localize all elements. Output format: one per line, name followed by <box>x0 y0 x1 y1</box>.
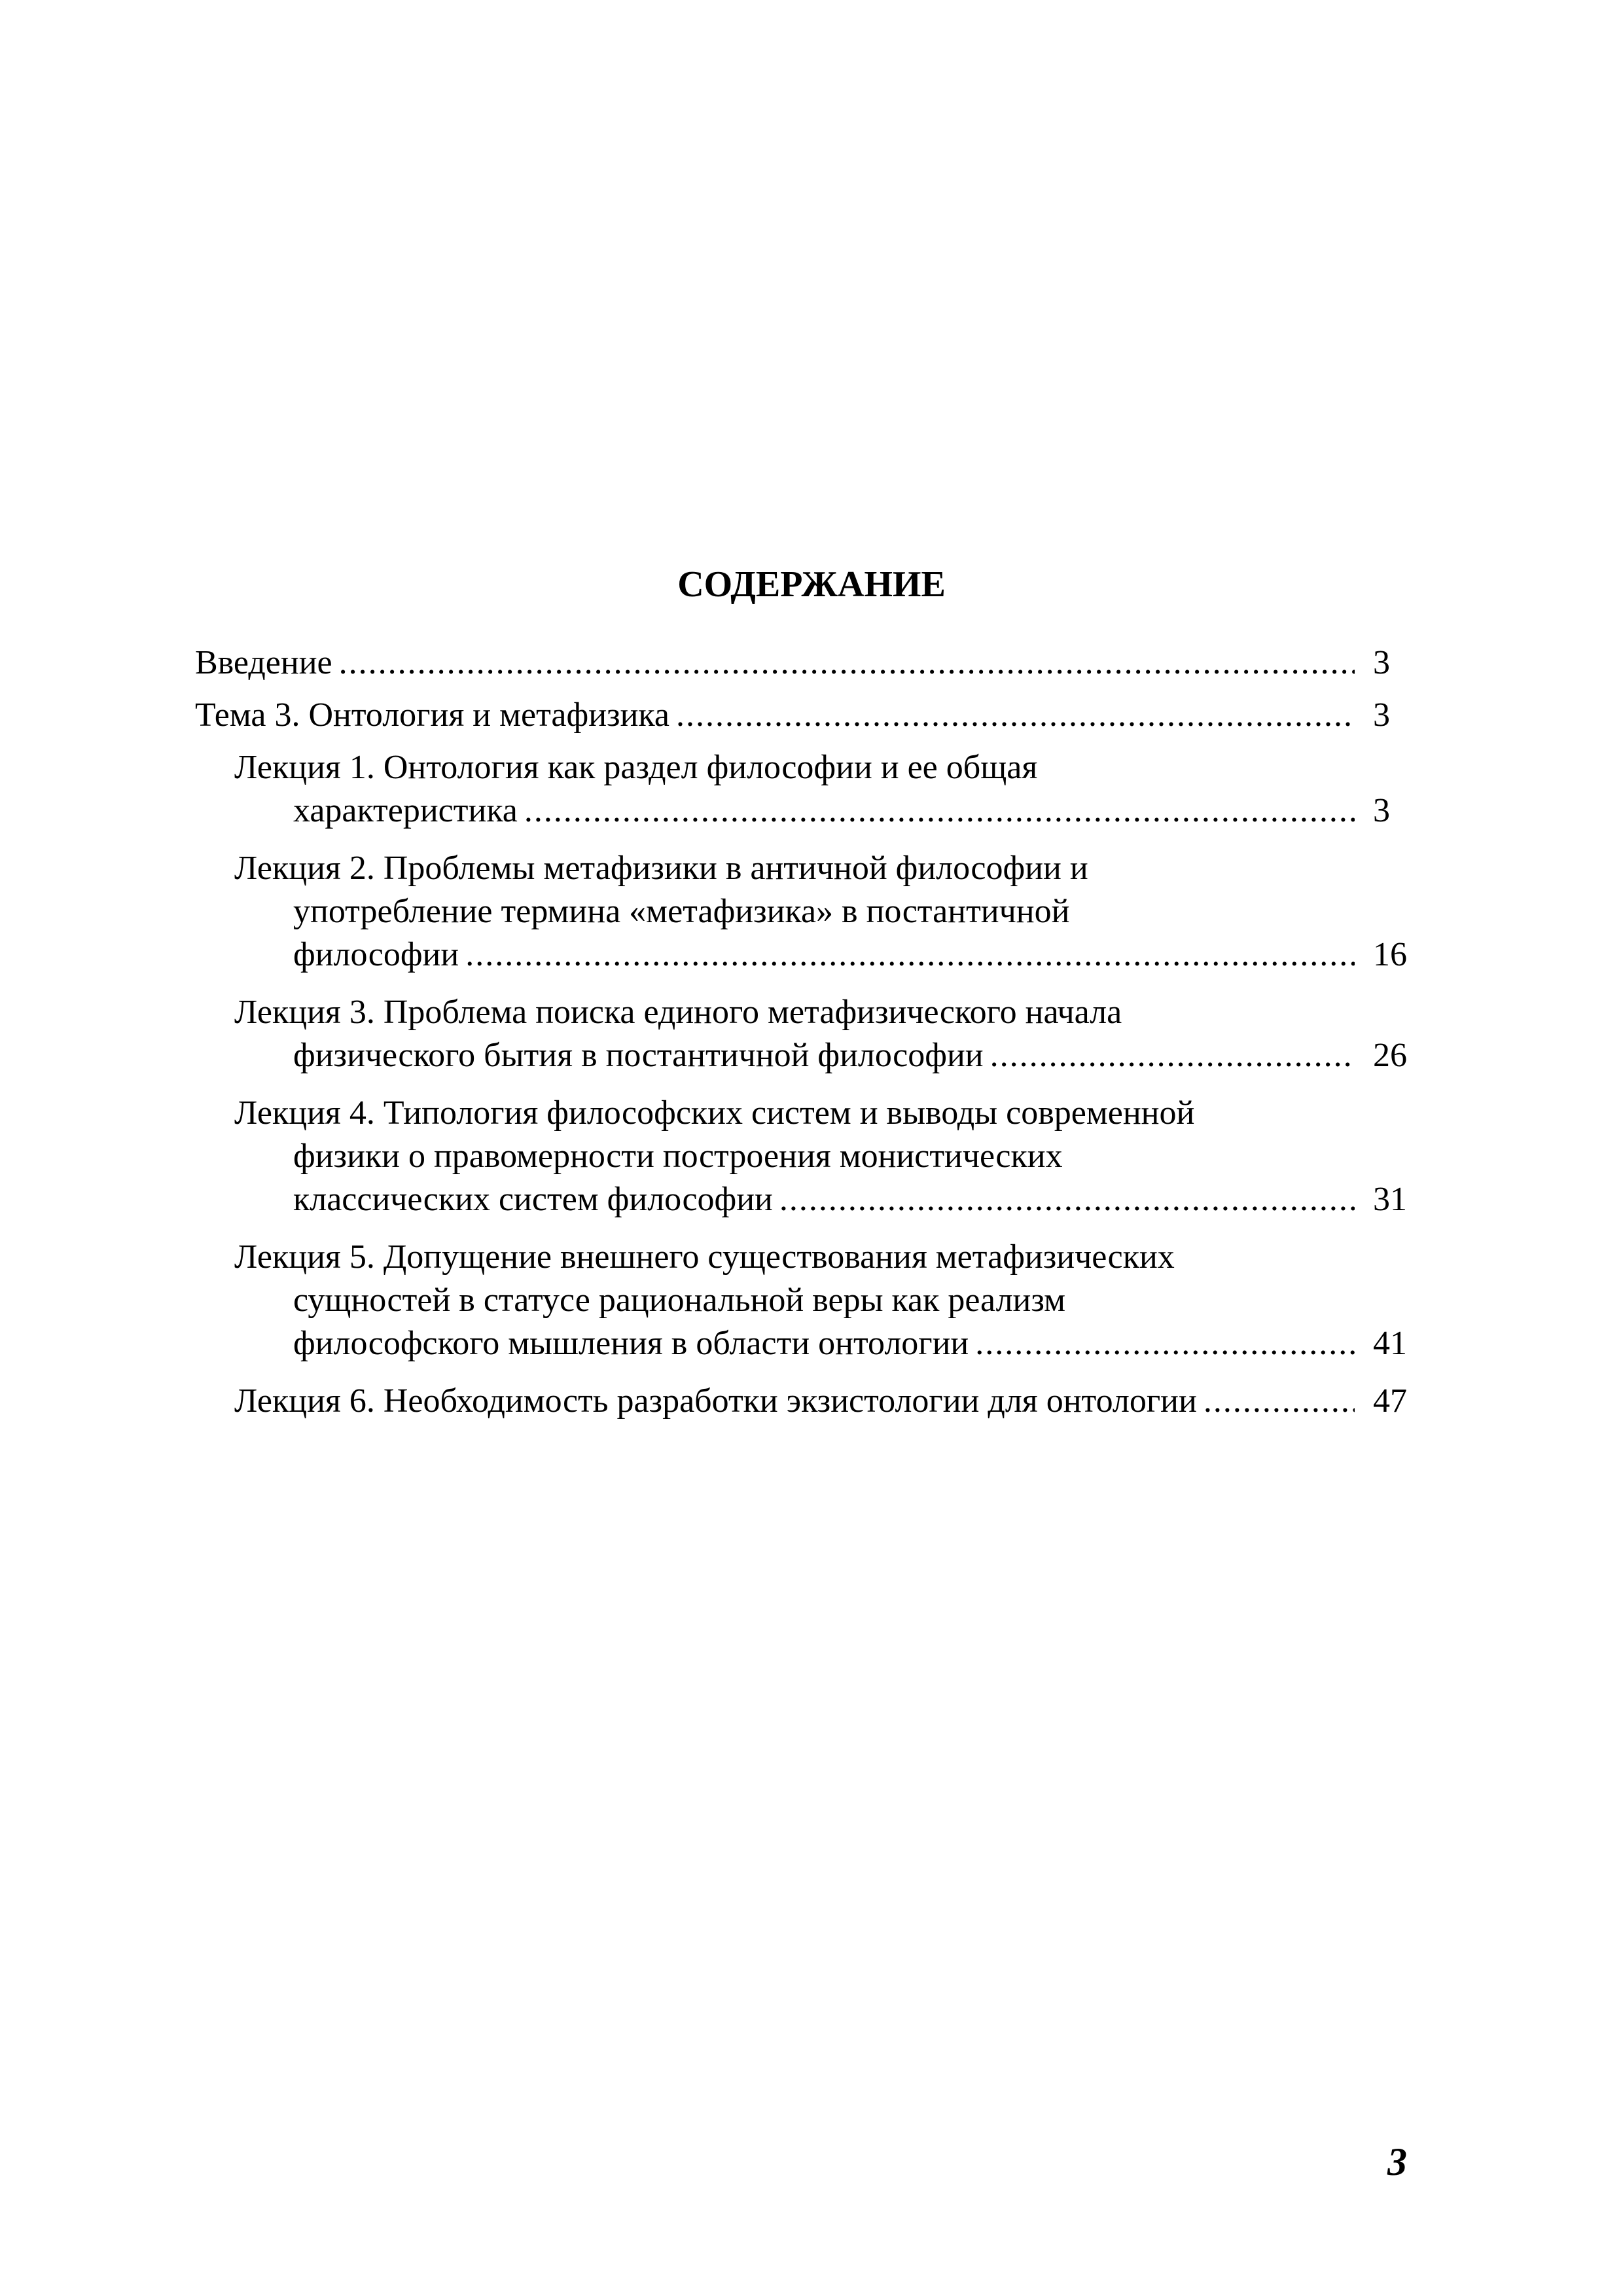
toc-entry-text: характеристика <box>293 792 518 829</box>
dot-leader <box>339 641 1355 685</box>
dot-leader <box>676 694 1355 737</box>
dot-leader <box>465 933 1355 977</box>
table-of-contents <box>195 641 1432 1437</box>
dot-leader <box>990 1034 1355 1077</box>
dot-leader <box>975 1322 1355 1365</box>
toc-entry-text: Тема 3. Онтология и метафизика <box>195 696 669 734</box>
toc-entry-text: физики о правомерности построения монистических <box>293 1138 1063 1175</box>
toc-entry-text: Введение <box>195 644 332 681</box>
toc-entry-lecture-5 <box>195 1236 1432 1365</box>
toc-entry-topic-3 <box>195 694 1432 737</box>
toc-entry-lecture-3 <box>195 991 1432 1077</box>
toc-entry-text: Лекция 4. Типология философских систем и выводы современной <box>234 1094 1195 1132</box>
toc-entry-text: Лекция 1. Онтология как раздел философии и ее общая <box>234 749 1038 786</box>
toc-entry-text: употребление термина «метафизика» в постантичной <box>293 893 1070 930</box>
toc-title: СОДЕРЖАНИЕ <box>677 564 946 605</box>
toc-entry-lecture-2 <box>195 847 1432 977</box>
toc-page-number: 16 <box>1373 936 1407 973</box>
toc-entry-introduction <box>195 641 1432 685</box>
toc-entry-text: Лекция 3. Проблема поиска единого метафизического начала <box>234 994 1122 1031</box>
toc-page-number: 26 <box>1373 1037 1407 1074</box>
toc-entry-text: Лекция 2. Проблемы метафизики в античной философии и <box>234 850 1088 887</box>
toc-page-number: 3 <box>1373 696 1390 734</box>
toc-page-number: 31 <box>1373 1181 1407 1218</box>
toc-entry-text: философии <box>293 936 459 973</box>
toc-entry-text: философского мышления в области онтологии <box>293 1325 969 1362</box>
toc-entry-lecture-1 <box>195 746 1432 833</box>
toc-entry-text: Лекция 5. Допущение внешнего существования метафизических <box>234 1238 1175 1276</box>
toc-page-number: 41 <box>1373 1325 1407 1362</box>
dot-leader <box>1204 1380 1355 1423</box>
toc-page-number: 3 <box>1373 792 1390 829</box>
toc-entry-text: физического бытия в постантичной философии <box>293 1037 984 1074</box>
dot-leader <box>779 1178 1355 1221</box>
toc-entry-lecture-6 <box>195 1380 1432 1423</box>
dot-leader <box>524 789 1355 833</box>
toc-entry-lecture-4 <box>195 1092 1432 1221</box>
toc-entry-text: Лекция 6. Необходимость разработки экзистологии для онтологии <box>234 1382 1197 1420</box>
toc-page-number: 3 <box>1373 644 1390 681</box>
toc-page-number: 47 <box>1373 1382 1407 1420</box>
toc-entry-text: сущностей в статусе рациональной веры как реализм <box>293 1282 1066 1319</box>
page-number: 3 <box>1387 2140 1407 2183</box>
toc-entry-text: классических систем философии <box>293 1181 773 1218</box>
